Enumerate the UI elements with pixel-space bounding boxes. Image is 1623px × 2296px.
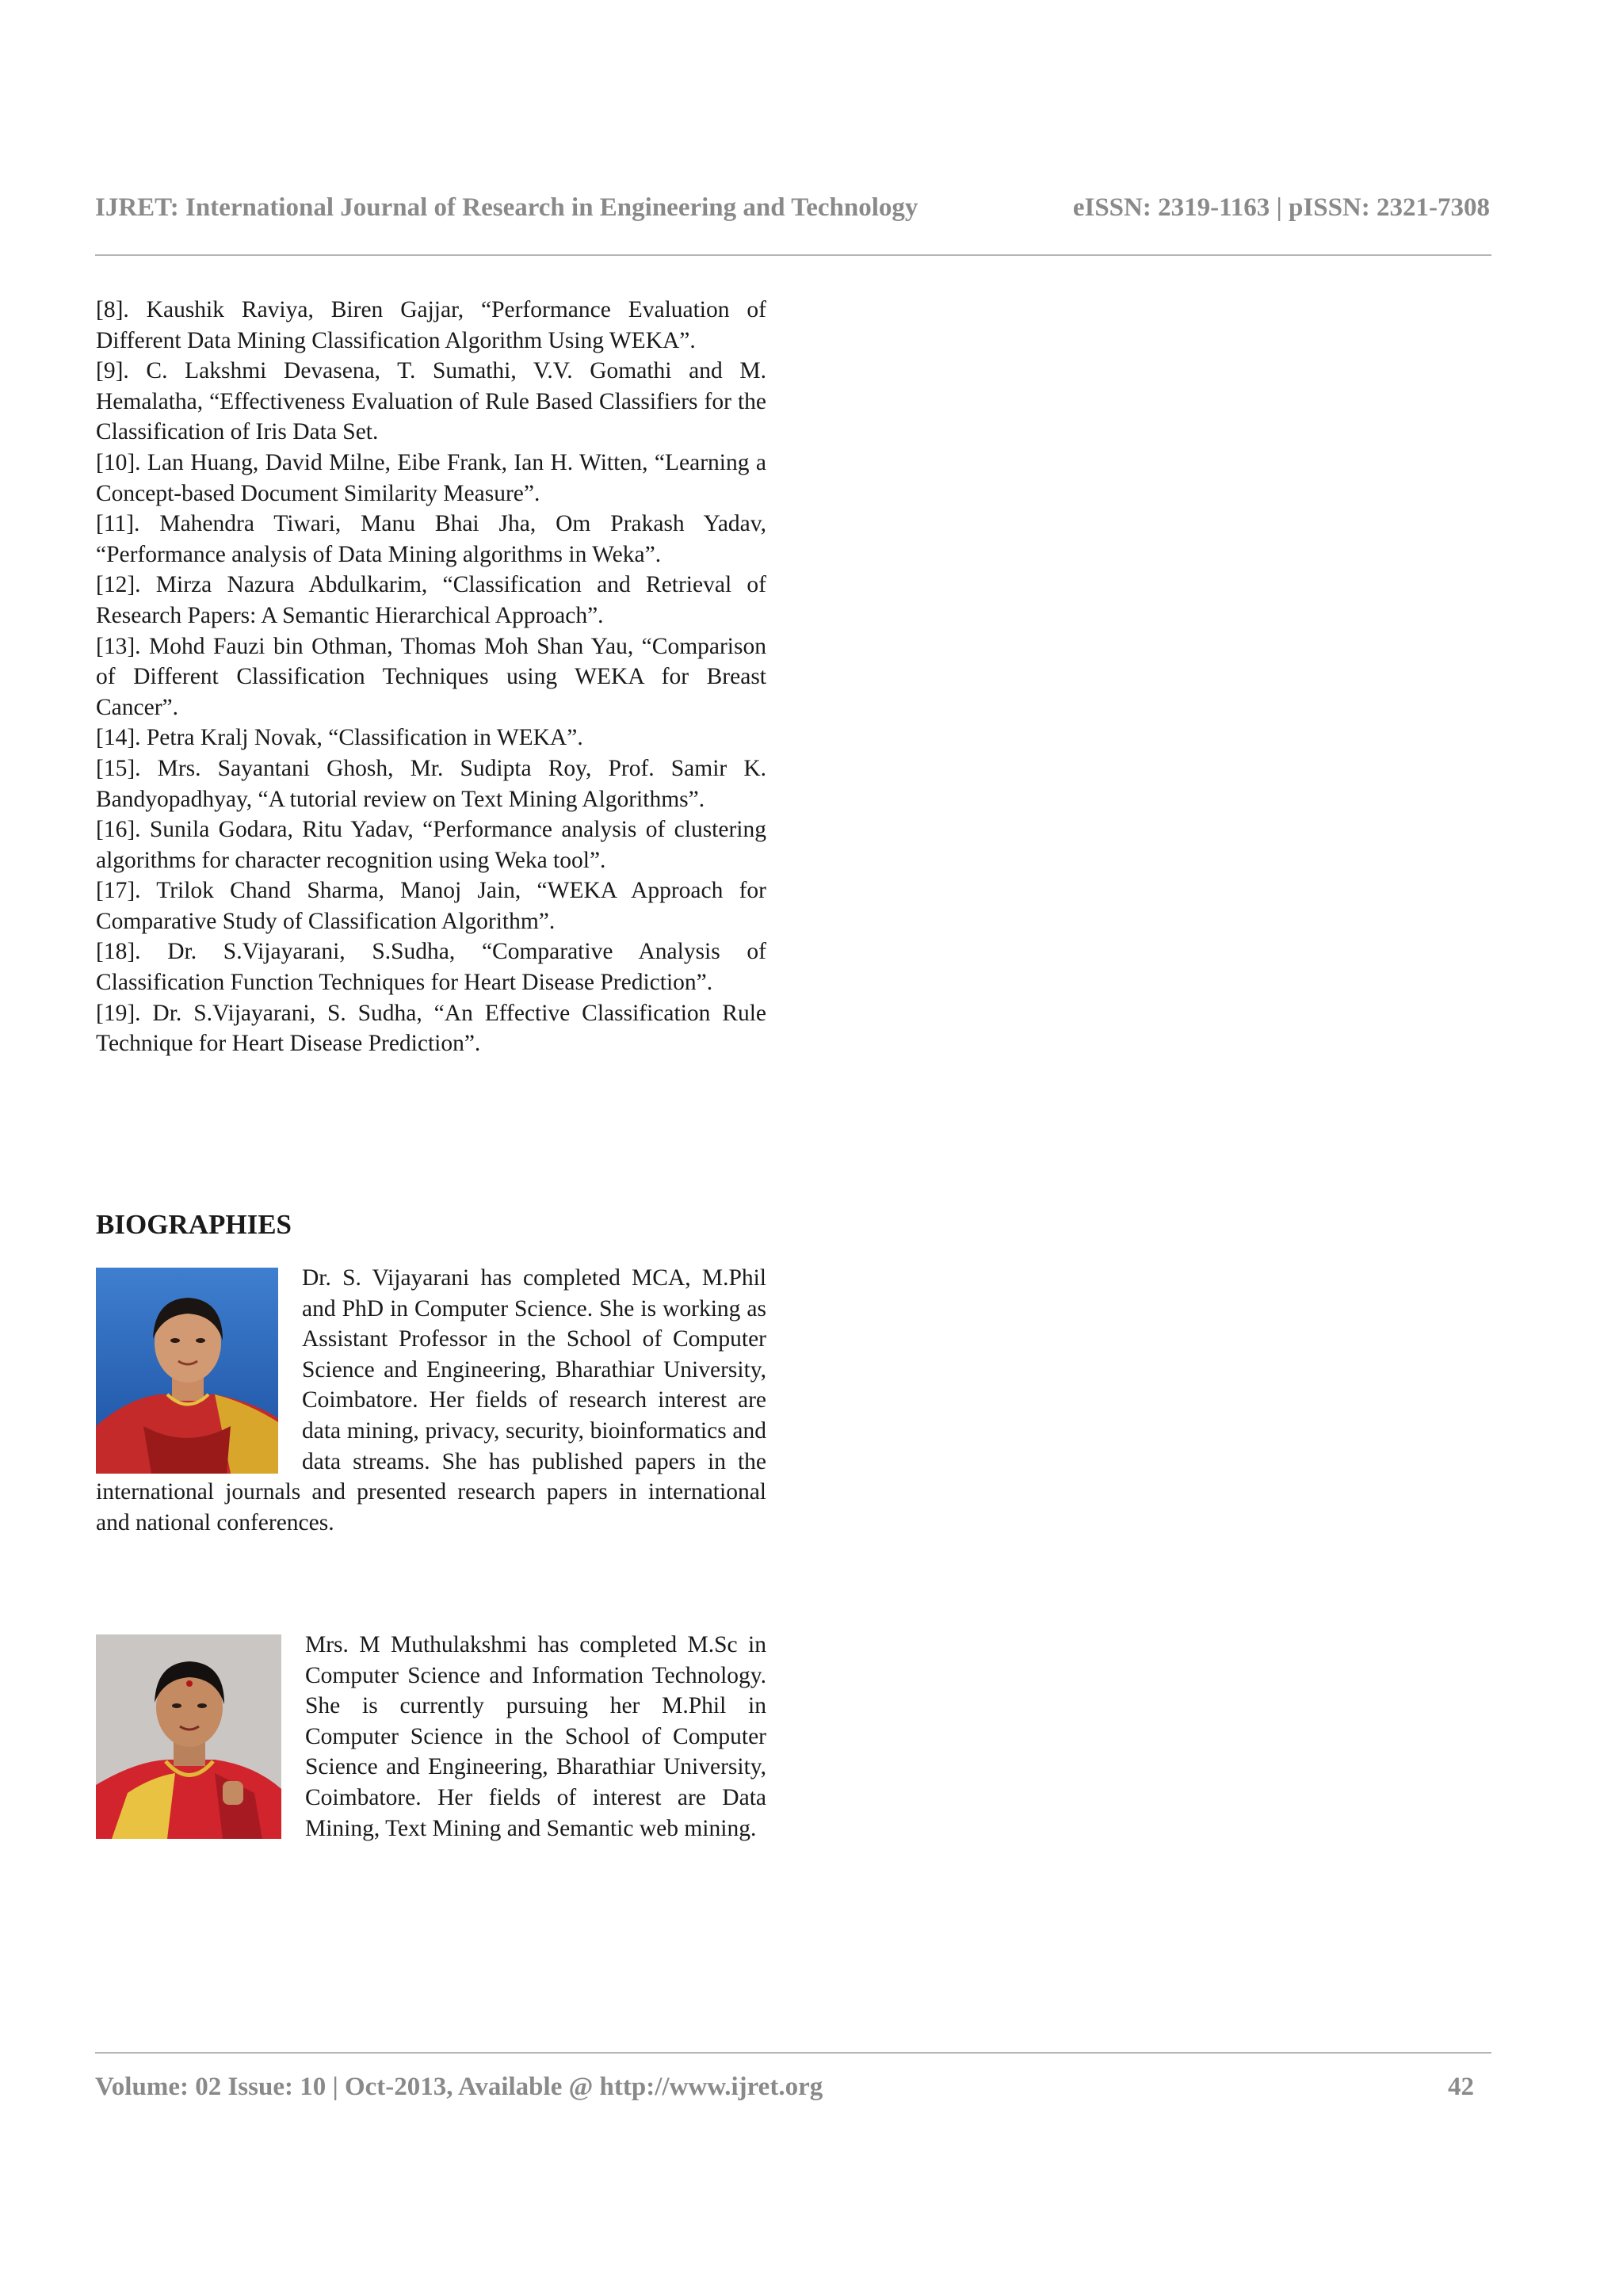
reference-item: [16]. Sunila Godara, Ritu Yadav, “Performance analysis of clustering algorithms for character recognition using Weka tool”.: [96, 817, 766, 873]
running-header: [95, 193, 1490, 223]
reference-item: [8]. Kaushik Raviya, Biren Gajjar, “Performance Evaluation of Different Data Mining Classification Algorithm Using WEKA”.: [96, 297, 766, 353]
volume-info: Volume: 02 Issue: 10 | Oct-2013, Available @ http://www.ijret.org: [95, 2073, 823, 2101]
author-photo-1: [96, 1268, 278, 1474]
running-footer: [95, 2073, 1474, 2102]
reference-list: [96, 295, 766, 1059]
author-photo-2: [96, 1634, 281, 1839]
footer-divider: [95, 2052, 1491, 2054]
page-number: 42: [1448, 2073, 1474, 2101]
reference-item: [10]. Lan Huang, David Milne, Eibe Frank, Ian H. Witten, “Learning a Concept-based Document Similarity Measure”.: [96, 449, 766, 506]
reference-item: [9]. C. Lakshmi Devasena, T. Sumathi, V.V. Gomathi and M. Hemalatha, “Effectiveness Evaluation of Rule Based Classifiers for the Classification of Iris Data Set.: [96, 358, 766, 445]
biographies-heading: BIOGRAPHIES: [96, 1209, 292, 1240]
header-divider: [95, 254, 1491, 256]
reference-item: [17]. Trilok Chand Sharma, Manoj Jain, “WEKA Approach for Comparative Study of Classification Algorithm”.: [96, 878, 766, 934]
biography-1: [96, 1263, 766, 1538]
reference-item: [15]. Mrs. Sayantani Ghosh, Mr. Sudipta Roy, Prof. Samir K. Bandyopadhyay, “A tutorial review on Text Mining Algorithms”.: [96, 755, 766, 812]
reference-item: [18]. Dr. S.Vijayarani, S.Sudha, “Comparative Analysis of Classification Function Techniques for Heart Disease Prediction”.: [96, 939, 766, 996]
biography-1-text: Dr. S. Vijayarani has completed MCA, M.Phil and PhD in Computer Science. She is working as Assistant Professor in the School of Computer Science and Engineering, Bharathiar University, Coimbatore. Her fields of research interest are data mining, privacy, security, bioinformatics and data streams. She has published papers in the international journals and presented research papers in international and national conferences.: [96, 1265, 766, 1535]
biography-2-text: Mrs. M Muthulakshmi has completed M.Sc in Computer Science and Information Technology. She is currently pursuing her M.Phil in Computer Science in the School of Computer Science and Engineering, Bharathiar University, Coimbatore. Her fields of interest are Data Mining, Text Mining and Semantic web mining.: [305, 1632, 766, 1841]
journal-title: IJRET: International Journal of Research in Engineering and Technology: [95, 193, 918, 222]
issn-label: eISSN: 2319-1163 | pISSN: 2321-7308: [1072, 193, 1490, 222]
biography-2: [96, 1630, 766, 1844]
reference-item: [13]. Mohd Fauzi bin Othman, Thomas Moh Shan Yau, “Comparison of Different Classification Techniques using WEKA for Breast Cancer”.: [96, 633, 766, 720]
reference-item: [19]. Dr. S.Vijayarani, S. Sudha, “An Effective Classification Rule Technique for Heart Disease Prediction”.: [96, 1000, 766, 1057]
reference-item: [14]. Petra Kralj Novak, “Classification in WEKA”.: [96, 725, 583, 751]
reference-item: [11]. Mahendra Tiwari, Manu Bhai Jha, Om Prakash Yadav, “Performance analysis of Data Mining algorithms in Weka”.: [96, 511, 766, 567]
reference-item: [12]. Mirza Nazura Abdulkarim, “Classification and Retrieval of Research Papers: A Semantic Hierarchical Approach”.: [96, 572, 766, 628]
